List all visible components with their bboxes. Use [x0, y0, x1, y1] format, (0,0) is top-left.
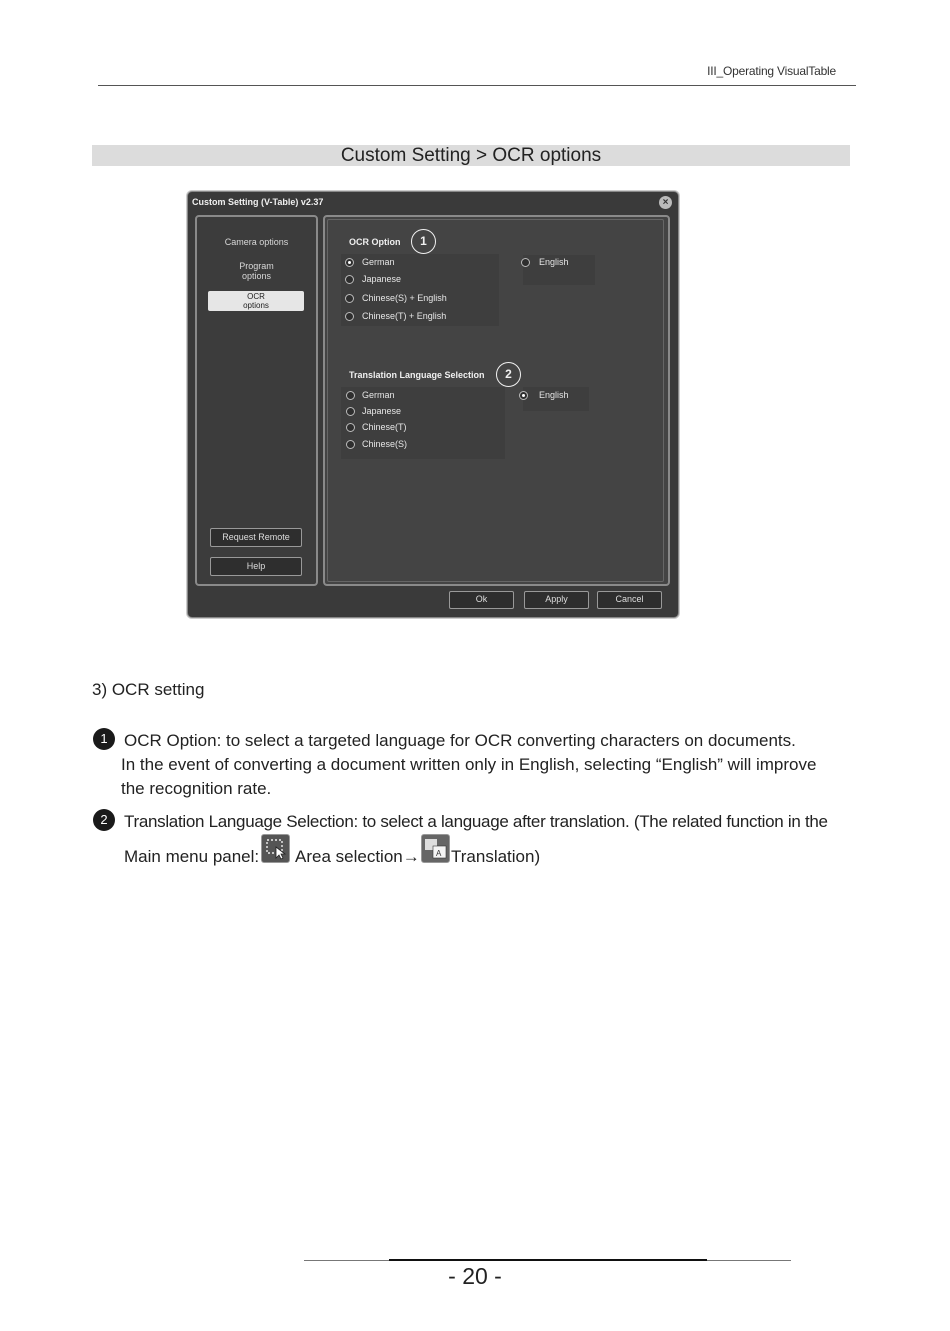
translation-radio-english[interactable] — [519, 391, 528, 400]
header-rule — [98, 85, 856, 86]
translation-radio-chinese-s[interactable] — [346, 440, 355, 449]
translation-label: Translation Language Selection — [349, 370, 485, 380]
ocr-radio-chinese-s-english[interactable] — [345, 294, 354, 303]
footer-rule-accent — [389, 1259, 707, 1261]
page-number: - 20 - — [448, 1263, 502, 1289]
ocr-option-german: German — [362, 257, 395, 267]
item2-line1: Translation Language Selection: to select a language after translation. (The related function in the — [124, 812, 828, 831]
item1-line2: In the event of converting a document written only in English, selecting “English” will improve — [121, 755, 817, 774]
translation-option-japanese: Japanese — [362, 406, 402, 416]
item2-marker: 2 — [93, 809, 115, 831]
options-nav-panel — [195, 215, 318, 586]
apply-button[interactable]: Apply — [524, 591, 589, 609]
translation-radio-german[interactable] — [346, 391, 355, 400]
translation-radio-chinese-t[interactable] — [346, 423, 355, 432]
custom-setting-dialog — [187, 191, 679, 618]
ocr-option-chinese-s-english: Chinese(S) + English — [362, 293, 447, 303]
area-selection-icon — [261, 834, 290, 863]
dialog-title: Custom Setting (V-Table) v2.37 — [192, 197, 324, 207]
translation-option-english: English — [539, 390, 569, 400]
translation-marker: 2 — [496, 362, 521, 387]
svg-text:A: A — [436, 849, 442, 858]
options-content-panel — [323, 215, 670, 586]
translation-option-chinese-t: Chinese(T) — [362, 422, 407, 432]
section-heading: 3) OCR setting — [92, 680, 205, 699]
nav-program-options[interactable] — [197, 261, 316, 281]
help-button[interactable]: Help — [210, 557, 302, 576]
request-remote-button[interactable]: Request Remote — [210, 528, 302, 547]
ocr-option-japanese: Japanese — [362, 274, 402, 284]
item1-line1: OCR Option: to select a targeted language for OCR converting characters on documents. — [124, 731, 796, 750]
nav-ocr-options-line1: OCR — [247, 292, 265, 301]
ocr-radio-german[interactable] — [345, 258, 354, 267]
nav-program-options-line1: Program — [239, 261, 274, 271]
section-banner: Custom Setting > OCR options — [92, 145, 850, 166]
item1-line3: the recognition rate. — [121, 779, 272, 798]
nav-ocr-options[interactable] — [208, 291, 304, 311]
translation-icon — [421, 834, 450, 863]
item1-marker: 1 — [93, 728, 115, 750]
ocr-radio-japanese[interactable] — [345, 275, 354, 284]
ocr-option-english: English — [539, 257, 569, 267]
translation-radio-japanese[interactable] — [346, 407, 355, 416]
running-header: III_Operating VisualTable — [707, 64, 836, 78]
ok-button[interactable]: Ok — [449, 591, 514, 609]
translation-option-chinese-s: Chinese(S) — [362, 439, 408, 449]
ocr-option-label: OCR Option — [349, 237, 401, 247]
item2-line2-suffix: Translation) — [451, 847, 541, 866]
ocr-option-chinese-t-english: Chinese(T) + English — [362, 311, 447, 321]
item2-line2-middle: Area selection→ — [295, 847, 420, 866]
item2-line2-prefix: Main menu panel: — [124, 847, 260, 866]
translation-option-german: German — [362, 390, 395, 400]
ocr-option-marker: 1 — [411, 229, 436, 254]
nav-ocr-options-line2: options — [243, 301, 269, 310]
ocr-radio-english[interactable] — [521, 258, 530, 267]
close-icon[interactable]: × — [659, 196, 672, 209]
ocr-radio-chinese-t-english[interactable] — [345, 312, 354, 321]
nav-camera-options[interactable]: Camera options — [224, 237, 289, 247]
cancel-button[interactable]: Cancel — [597, 591, 662, 609]
nav-program-options-line2: options — [241, 271, 272, 281]
